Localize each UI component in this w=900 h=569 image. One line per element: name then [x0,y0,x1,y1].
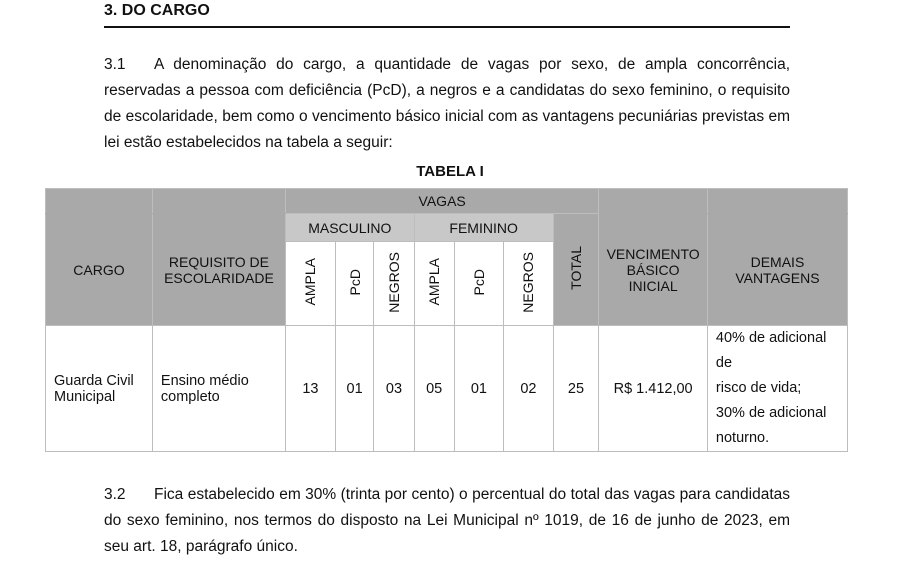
fem-ampla-header: AMPLA [414,242,454,326]
cargo-header: CARGO [46,214,153,326]
vagas-table [45,188,848,452]
paragraph-3-2 [104,482,790,560]
table-row [46,326,848,452]
demais-vantagens-header: DEMAIS VANTAGENS [707,214,847,326]
vencimento-cell: R$ 1.412,00 [599,326,708,452]
paragraph-number: 3.1 [104,56,126,73]
fem-pcd-cell: 01 [454,326,503,452]
masculino-header: MASCULINO [285,214,414,242]
masc-ampla-cell: 13 [285,326,335,452]
masc-pcd-header: PcD [335,242,373,326]
fem-negros-header: NEGROS [504,242,553,326]
fem-ampla-cell: 05 [414,326,454,452]
vencimento-header: VENCIMENTO BÁSICO INICIAL [599,214,708,326]
paragraph-text: A denominação do cargo, a quantidade de vagas por sexo, de ampla concorrência, reservadas a pessoa com deficiência (PcD), a negros e a candidatas do sexo feminino, o requisito de escolaridade, bem como o vencimento básico inicial com as vantagens pecuniárias previstas em lei estão estabelecidos na tabela a seguir: [104,56,790,151]
requisito-cell: Ensino médio completo [152,326,285,452]
cargo-cell: Guarda Civil Municipal [46,326,153,452]
paragraph-number: 3.2 [104,486,126,503]
paragraph-text: Fica estabelecido em 30% (trinta por cento) o percentual do total das vagas para candidatas do sexo feminino, nos termos do disposto na Lei Municipal nº 1019, de 16 de junho de 2023, em seu art. 18, parágrafo único. [104,486,790,555]
fem-negros-cell: 02 [504,326,553,452]
vantagens-cell: 40% de adicional de risco de vida; 30% de adicional noturno. [707,326,847,452]
total-cell: 25 [553,326,599,452]
fem-pcd-header: PcD [454,242,503,326]
feminino-header: FEMININO [414,214,553,242]
vagas-header: VAGAS [285,189,598,214]
masc-negros-cell: 03 [374,326,414,452]
masc-ampla-header: AMPLA [285,242,335,326]
requisito-header: REQUISITO DE ESCOLARIDADE [152,214,285,326]
paragraph-3-1 [104,52,790,156]
masc-pcd-cell: 01 [335,326,373,452]
masc-negros-header: NEGROS [374,242,414,326]
section-heading: 3. DO CARGO [104,2,790,28]
table-title: TABELA I [416,163,484,180]
total-header: TOTAL [553,214,599,326]
